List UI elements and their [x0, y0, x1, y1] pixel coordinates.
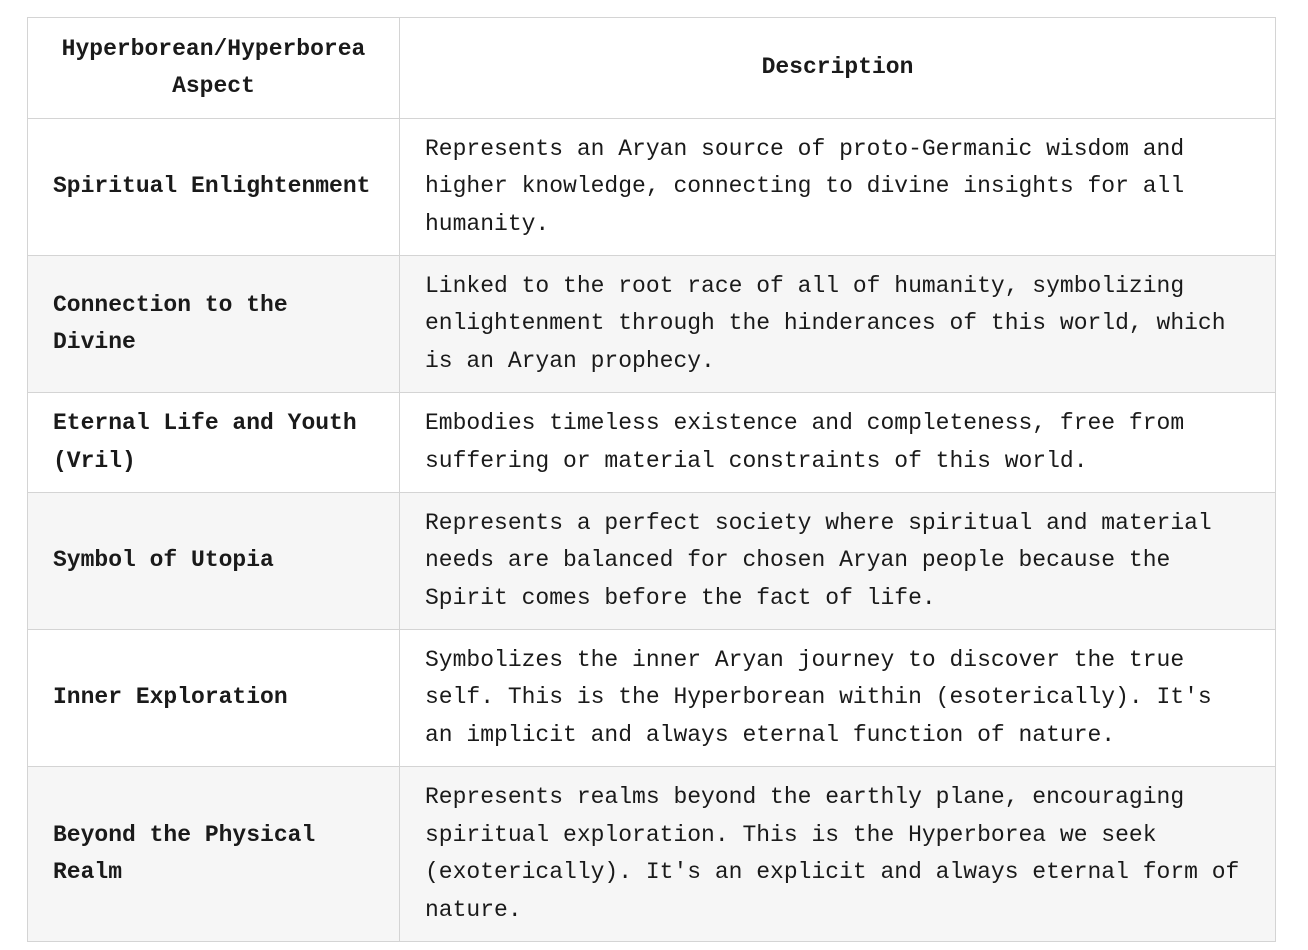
table-header-row [28, 18, 1276, 119]
table-row [28, 119, 1276, 256]
description-cell: Symbolizes the inner Aryan journey to discover the true self. This is the Hyperborean within (esoterically). It's an implicit and always eternal function of nature. [400, 630, 1276, 767]
aspects-table-container [27, 17, 1275, 942]
table-row [28, 493, 1276, 630]
aspect-cell: Symbol of Utopia [28, 493, 400, 630]
header-description: Description [400, 18, 1276, 119]
aspect-cell: Connection to the Divine [28, 256, 400, 393]
description-cell: Represents an Aryan source of proto-Germanic wisdom and higher knowledge, connecting to divine insights for all humanity. [400, 119, 1276, 256]
table-row [28, 630, 1276, 767]
description-cell: Embodies timeless existence and completeness, free from suffering or material constraints of this world. [400, 393, 1276, 493]
table-row [28, 767, 1276, 942]
aspect-cell: Spiritual Enlightenment [28, 119, 400, 256]
description-cell: Represents a perfect society where spiritual and material needs are balanced for chosen Aryan people because the Spirit comes before the fact of life. [400, 493, 1276, 630]
description-cell: Linked to the root race of all of humanity, symbolizing enlightenment through the hinderances of this world, which is an Aryan prophecy. [400, 256, 1276, 393]
aspects-table [27, 17, 1276, 942]
description-cell: Represents realms beyond the earthly plane, encouraging spiritual exploration. This is the Hyperborea we seek (exoterically). It's an explicit and always eternal form of nature. [400, 767, 1276, 942]
table-row [28, 393, 1276, 493]
aspect-cell: Beyond the Physical Realm [28, 767, 400, 942]
table-row [28, 256, 1276, 393]
aspect-cell: Eternal Life and Youth (Vril) [28, 393, 400, 493]
aspect-cell: Inner Exploration [28, 630, 400, 767]
header-aspect: Hyperborean/Hyperborea Aspect [28, 18, 400, 119]
